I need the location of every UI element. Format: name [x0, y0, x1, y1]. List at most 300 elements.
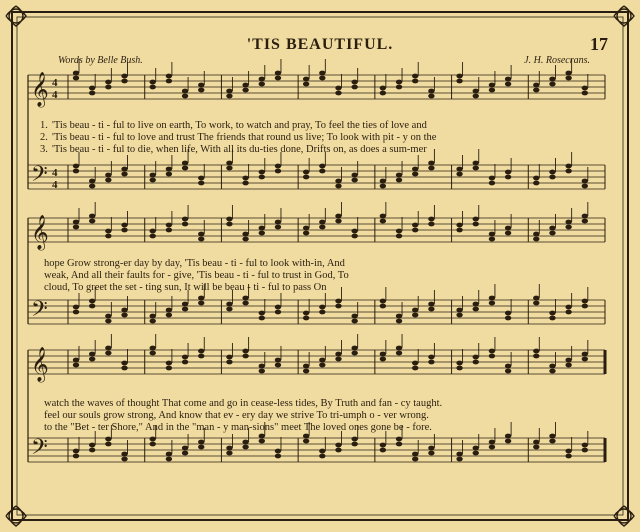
note	[456, 79, 462, 84]
note	[182, 222, 188, 227]
note	[549, 226, 555, 231]
note	[533, 440, 539, 445]
note	[505, 369, 511, 374]
note	[182, 166, 188, 171]
note	[335, 357, 341, 362]
note	[335, 219, 341, 224]
note	[121, 74, 127, 79]
note	[182, 89, 188, 94]
note	[303, 226, 309, 231]
note	[380, 352, 386, 357]
words-credit: Words by Belle Bush.	[58, 55, 143, 66]
note	[242, 301, 248, 306]
note	[489, 349, 495, 354]
note	[396, 314, 402, 319]
note	[335, 91, 341, 96]
note	[396, 85, 402, 90]
note	[150, 85, 156, 90]
note	[303, 434, 309, 439]
note	[121, 308, 127, 313]
note	[473, 94, 479, 99]
note	[335, 179, 341, 184]
note	[105, 437, 111, 442]
note	[242, 237, 248, 242]
note	[226, 94, 232, 99]
note	[150, 80, 156, 85]
note	[150, 234, 156, 239]
note	[198, 176, 204, 181]
note	[533, 88, 539, 93]
note	[226, 222, 232, 227]
note	[121, 172, 127, 177]
corner-ornament	[6, 506, 26, 526]
note	[565, 454, 571, 459]
note	[226, 307, 232, 312]
corner-ornament	[6, 6, 26, 26]
note	[582, 184, 588, 189]
treble-clef-icon: 𝄞	[31, 215, 49, 250]
note	[412, 457, 418, 462]
note	[412, 313, 418, 318]
note	[473, 446, 479, 451]
note	[489, 296, 495, 301]
note	[166, 74, 172, 79]
note	[549, 77, 555, 82]
note	[533, 237, 539, 242]
note	[89, 179, 95, 184]
note	[351, 178, 357, 183]
note	[150, 314, 156, 319]
note	[89, 443, 95, 448]
note	[505, 439, 511, 444]
note	[275, 358, 281, 363]
note	[226, 166, 232, 171]
note	[533, 301, 539, 306]
note	[89, 91, 95, 96]
note	[105, 346, 111, 351]
note	[489, 232, 495, 237]
note	[259, 77, 265, 82]
note	[226, 161, 232, 166]
note	[198, 445, 204, 450]
note	[121, 366, 127, 371]
note	[505, 82, 511, 87]
note	[121, 79, 127, 84]
note	[565, 305, 571, 310]
treble-clef-icon: 𝄞	[31, 72, 49, 107]
note	[456, 457, 462, 462]
note	[198, 88, 204, 93]
note	[351, 234, 357, 239]
note	[396, 173, 402, 178]
note	[182, 307, 188, 312]
note	[549, 231, 555, 236]
note	[533, 296, 539, 301]
note	[412, 172, 418, 177]
note	[351, 314, 357, 319]
note	[351, 319, 357, 324]
note	[505, 175, 511, 180]
note	[105, 229, 111, 234]
note	[73, 358, 79, 363]
time-signature: 4	[52, 77, 58, 89]
note	[182, 446, 188, 451]
note	[226, 446, 232, 451]
note	[505, 231, 511, 236]
note	[259, 82, 265, 87]
note	[533, 445, 539, 450]
note	[226, 302, 232, 307]
note	[259, 364, 265, 369]
note	[505, 311, 511, 316]
note	[428, 89, 434, 94]
note	[473, 307, 479, 312]
note	[582, 304, 588, 309]
note	[412, 223, 418, 228]
note	[242, 440, 248, 445]
note	[198, 83, 204, 88]
note	[473, 302, 479, 307]
note	[259, 434, 265, 439]
note	[105, 80, 111, 85]
note	[533, 232, 539, 237]
note	[428, 355, 434, 360]
note	[549, 439, 555, 444]
note	[182, 355, 188, 360]
note	[319, 71, 325, 76]
note	[303, 316, 309, 321]
note	[198, 301, 204, 306]
note	[73, 310, 79, 315]
note	[456, 172, 462, 177]
note	[226, 217, 232, 222]
note	[582, 86, 588, 91]
note	[105, 351, 111, 356]
note	[242, 181, 248, 186]
note	[335, 214, 341, 219]
note	[351, 85, 357, 90]
lyric-line: 2. 'Tis beau - ti - ful to love and trust The friends that round us live; To look with pit - y on the	[40, 132, 437, 143]
note	[582, 299, 588, 304]
note	[226, 355, 232, 360]
note	[89, 304, 95, 309]
note	[303, 77, 309, 82]
note	[166, 457, 172, 462]
note	[456, 167, 462, 172]
note	[428, 222, 434, 227]
note	[533, 349, 539, 354]
note	[565, 449, 571, 454]
note	[121, 457, 127, 462]
page-number: 17	[590, 34, 608, 54]
note	[549, 170, 555, 175]
note	[549, 175, 555, 180]
treble-clef-icon: 𝄞	[31, 347, 49, 382]
note	[242, 349, 248, 354]
note	[259, 369, 265, 374]
note	[396, 80, 402, 85]
music-credit: J. H. Rosecrans.	[524, 55, 590, 66]
time-signature: 4	[52, 89, 58, 101]
note	[412, 228, 418, 233]
note	[473, 89, 479, 94]
note	[396, 351, 402, 356]
note	[150, 178, 156, 183]
note	[533, 176, 539, 181]
note	[505, 170, 511, 175]
note	[335, 86, 341, 91]
time-signature: 4	[52, 179, 58, 191]
note	[456, 223, 462, 228]
note	[489, 83, 495, 88]
note	[428, 166, 434, 171]
note	[150, 437, 156, 442]
note	[351, 173, 357, 178]
note	[259, 316, 265, 321]
note	[275, 363, 281, 368]
note	[303, 175, 309, 180]
note	[489, 301, 495, 306]
note	[259, 226, 265, 231]
note	[473, 355, 479, 360]
note	[473, 217, 479, 222]
note	[259, 311, 265, 316]
note	[275, 310, 281, 315]
note	[473, 161, 479, 166]
note	[412, 361, 418, 366]
note	[396, 437, 402, 442]
note	[226, 89, 232, 94]
note	[489, 237, 495, 242]
note	[319, 220, 325, 225]
note	[166, 452, 172, 457]
note	[198, 440, 204, 445]
note	[319, 310, 325, 315]
note	[456, 74, 462, 79]
hymn-title: 'TIS BEAUTIFUL.	[246, 36, 394, 53]
note	[259, 231, 265, 236]
note	[182, 451, 188, 456]
note	[319, 454, 325, 459]
lyric-line: 3. 'Tis beau - ti - ful to die, when life, With all its du-ties done, Drifts on, as does a sum-mer	[40, 144, 427, 155]
note	[396, 442, 402, 447]
note	[121, 452, 127, 457]
note	[565, 225, 571, 230]
note	[150, 229, 156, 234]
note	[319, 358, 325, 363]
note	[380, 357, 386, 362]
note	[150, 351, 156, 356]
note	[565, 358, 571, 363]
note	[456, 308, 462, 313]
note	[335, 443, 341, 448]
note	[582, 448, 588, 453]
time-signature: 4	[52, 167, 58, 179]
note	[166, 223, 172, 228]
note	[351, 346, 357, 351]
note	[150, 173, 156, 178]
note	[549, 364, 555, 369]
note	[73, 449, 79, 454]
note	[319, 169, 325, 174]
note	[565, 164, 571, 169]
note	[335, 304, 341, 309]
note	[89, 357, 95, 362]
note	[73, 225, 79, 230]
note	[565, 220, 571, 225]
note	[473, 166, 479, 171]
note	[198, 296, 204, 301]
note	[412, 79, 418, 84]
note	[473, 222, 479, 227]
note	[275, 76, 281, 81]
lyric-line: to the "Bet - ter Shore," And in the "man - y man-sions" meet The loved ones gone be - fore.	[44, 422, 432, 433]
note	[412, 74, 418, 79]
note	[73, 71, 79, 76]
note	[396, 346, 402, 351]
note	[242, 354, 248, 359]
note	[380, 304, 386, 309]
note	[73, 164, 79, 169]
note	[549, 369, 555, 374]
note	[182, 217, 188, 222]
note	[380, 443, 386, 448]
note	[166, 167, 172, 172]
note	[351, 437, 357, 442]
note	[121, 167, 127, 172]
note	[489, 440, 495, 445]
note	[456, 452, 462, 457]
lyric-line: feel our souls grow strong, And know that ev - ery day we strive To tri-umph o - ver wrong.	[44, 410, 429, 421]
note	[303, 369, 309, 374]
note	[73, 454, 79, 459]
note	[582, 214, 588, 219]
note	[582, 179, 588, 184]
corner-ornament	[614, 6, 634, 26]
lyric-line: weak, And all their faults for - give, 'Tis beau - ti - ful to trust in God, To	[44, 270, 349, 281]
note	[275, 454, 281, 459]
note	[150, 442, 156, 447]
note	[73, 305, 79, 310]
note	[489, 181, 495, 186]
note	[275, 220, 281, 225]
note	[380, 86, 386, 91]
note	[166, 228, 172, 233]
note	[259, 175, 265, 180]
note	[259, 439, 265, 444]
note	[105, 314, 111, 319]
note	[275, 169, 281, 174]
note	[456, 366, 462, 371]
note	[565, 76, 571, 81]
note	[319, 449, 325, 454]
note	[198, 181, 204, 186]
note	[549, 82, 555, 87]
note	[428, 360, 434, 365]
note	[105, 442, 111, 447]
note	[303, 439, 309, 444]
note	[380, 299, 386, 304]
note	[242, 83, 248, 88]
note	[456, 361, 462, 366]
note	[150, 319, 156, 324]
note	[412, 366, 418, 371]
note	[319, 363, 325, 368]
note	[166, 308, 172, 313]
note	[89, 448, 95, 453]
note	[428, 446, 434, 451]
corner-ornament	[614, 506, 634, 526]
note	[73, 363, 79, 368]
note	[89, 299, 95, 304]
note	[182, 94, 188, 99]
note	[303, 364, 309, 369]
bass-clef-icon: 𝄢	[31, 297, 48, 327]
note	[121, 361, 127, 366]
note	[303, 231, 309, 236]
note	[380, 448, 386, 453]
note	[150, 346, 156, 351]
note	[582, 352, 588, 357]
note	[412, 308, 418, 313]
note	[226, 451, 232, 456]
note	[380, 91, 386, 96]
note	[582, 219, 588, 224]
note	[166, 361, 172, 366]
note	[582, 443, 588, 448]
note	[489, 445, 495, 450]
note	[89, 219, 95, 224]
note	[351, 229, 357, 234]
note	[242, 232, 248, 237]
note	[198, 354, 204, 359]
note	[505, 316, 511, 321]
note	[505, 226, 511, 231]
note	[335, 299, 341, 304]
note	[351, 442, 357, 447]
note	[166, 172, 172, 177]
note	[319, 76, 325, 81]
note	[489, 88, 495, 93]
note	[73, 169, 79, 174]
note	[319, 225, 325, 230]
note	[105, 234, 111, 239]
note	[319, 164, 325, 169]
note	[242, 445, 248, 450]
note	[166, 313, 172, 318]
note	[335, 352, 341, 357]
note	[505, 434, 511, 439]
note	[182, 302, 188, 307]
note	[456, 228, 462, 233]
note	[275, 305, 281, 310]
note	[121, 228, 127, 233]
note	[428, 302, 434, 307]
note	[275, 71, 281, 76]
note	[166, 79, 172, 84]
note	[89, 352, 95, 357]
note	[473, 360, 479, 365]
note	[105, 85, 111, 90]
note	[412, 452, 418, 457]
bass-clef-icon: 𝄢	[31, 162, 48, 192]
note	[396, 319, 402, 324]
note	[226, 360, 232, 365]
note	[121, 313, 127, 318]
note	[473, 451, 479, 456]
note	[505, 77, 511, 82]
note	[549, 311, 555, 316]
